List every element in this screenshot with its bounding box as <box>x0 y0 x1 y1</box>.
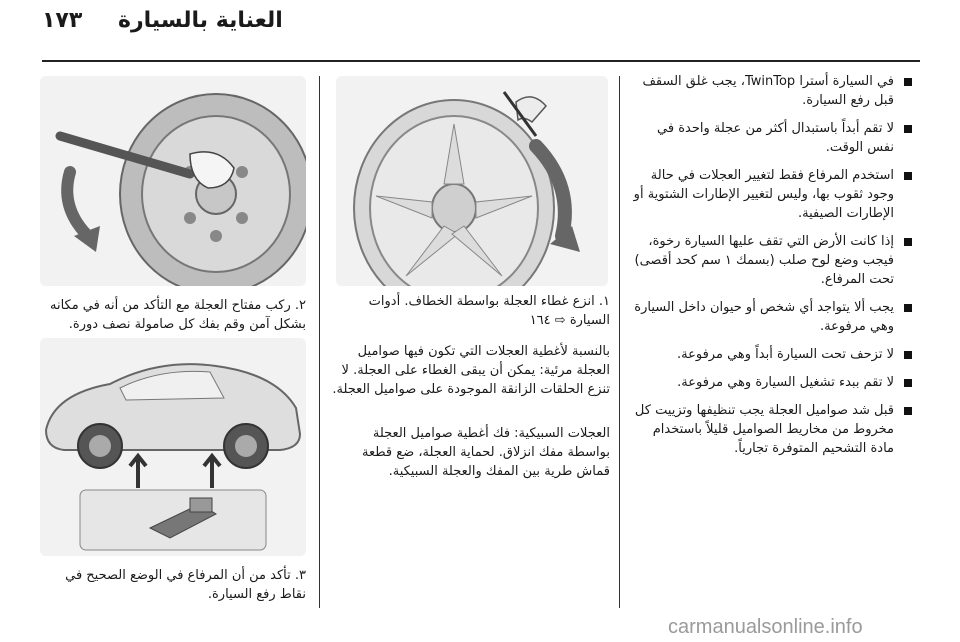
step-1-caption: ١. انزع غطاء العجلة بواسطة الخطاف. أدوات السيارة ⇨ ١٦٤ <box>368 294 610 328</box>
wheel-cover-removal-illustration <box>336 76 608 286</box>
list-item: قبل شد صواميل العجلة يجب تنظيفها وتزييت كل مخروط من مخاريط الصواميل قليلاً باستخدام مادة التشحيم المتوفرة تجارياً. <box>630 401 912 458</box>
note-alloy-wheels: العجلات السبيكية: فك أغطية صواميل العجلة بواسطة مفك انزلاق. لحماية العجلة، ضع قطعة قماش طرية بين المفك والعجلة السبيكية. <box>362 426 610 479</box>
bullet-square-icon <box>904 125 912 133</box>
bullet-square-icon <box>904 407 912 415</box>
header-rule <box>42 60 920 62</box>
bullet-square-icon <box>904 379 912 387</box>
list-item: يجب ألا يتواجد أي شخص أو حيوان داخل السيارة وهي مرفوعة. <box>630 298 912 336</box>
list-item: في السيارة أسترا TwinTop، يجب غلق السقف قبل رفع السيارة. <box>630 72 912 110</box>
list-item: إذا كانت الأرض التي تقف عليها السيارة رخوة، فيجب وضع لوح صلب (بسمك ١ سم كحد أقصى) تحت المرفاع. <box>630 232 912 289</box>
page-title: العناية بالسيارة <box>118 8 283 33</box>
page-header <box>0 0 960 60</box>
wheel-wrench-illustration <box>40 76 306 286</box>
column-divider-left <box>319 76 320 608</box>
reference-arrow-icon: ⇨ <box>554 313 566 328</box>
bullet-square-icon <box>904 351 912 359</box>
bullet-square-icon <box>904 304 912 312</box>
bullet-square-icon <box>904 238 912 246</box>
note-visible-nuts: بالنسبة لأغطية العجلات التي تكون فيها صواميل العجلة مرئية: يمكن أن يبقى الغطاء على العجلة. لا تنزع الحلقات الزانقة الموجودة على صواميل العجلة. <box>332 344 610 397</box>
step-2-caption: ٢. ركب مفتاح العجلة مع التأكد من أنه في مكانه بشكل آمن وقم بفك كل صامولة نصف دورة. <box>49 298 306 332</box>
bullet-square-icon <box>904 172 912 180</box>
page-number: ١٧٣ <box>42 8 83 33</box>
list-item: لا تقم ببدء تشغيل السيارة وهي مرفوعة. <box>630 373 912 392</box>
list-item: استخدم المرفاع فقط لتغيير العجلات في حالة وجود ثقوب بها، وليس لتغيير الإطارات الشتوية أو الإطارات الصيفية. <box>630 166 912 223</box>
page-reference: ١٦٤ <box>529 313 551 328</box>
precautions-list <box>630 72 912 458</box>
list-item: لا تزحف تحت السيارة أبداً وهي مرفوعة. <box>630 345 912 364</box>
jack-position-illustration <box>40 338 306 556</box>
column-divider-right <box>619 76 620 608</box>
step-3-caption: ٣. تأكد من أن المرفاع في الوضع الصحيح في نقاط رفع السيارة. <box>65 568 306 602</box>
right-column <box>630 72 912 467</box>
list-item: لا تقم أبداً باستبدال أكثر من عجلة واحدة في نفس الوقت. <box>630 119 912 157</box>
watermark: carmanualsonline.info <box>668 616 863 638</box>
bullet-square-icon <box>904 78 912 86</box>
